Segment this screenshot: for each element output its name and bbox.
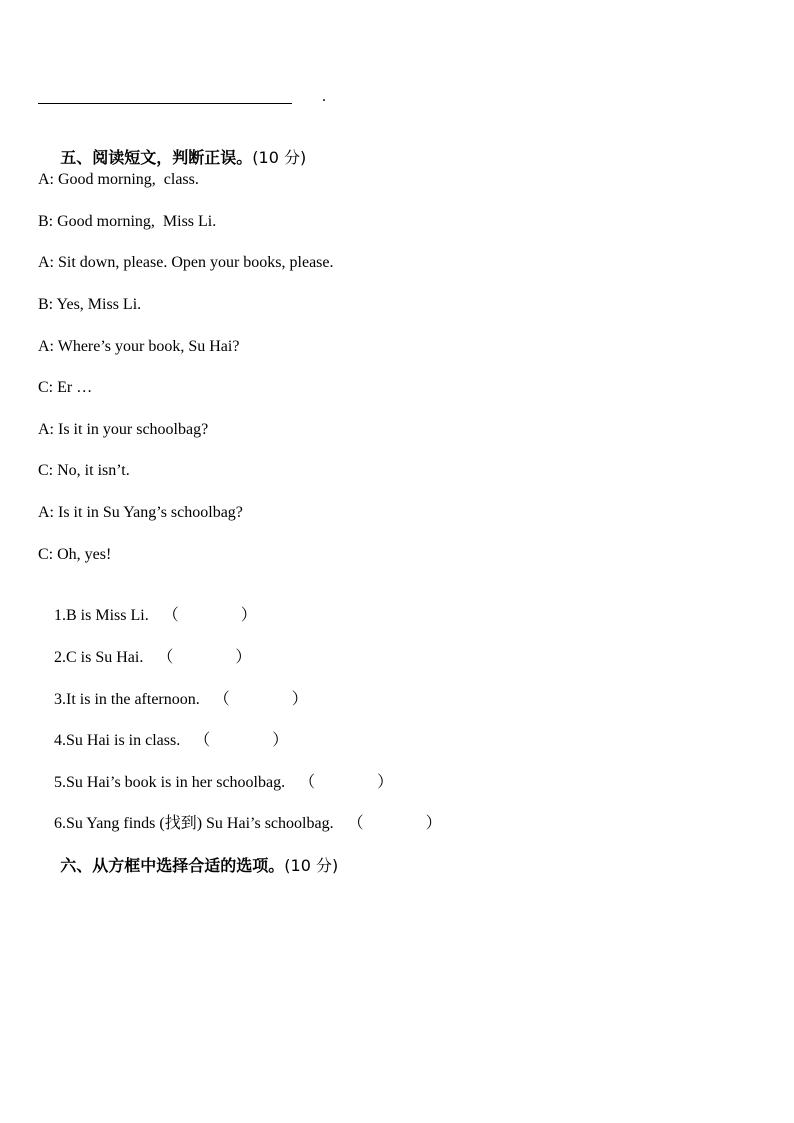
dialogue-line: C: Oh, yes! [38, 546, 112, 563]
section-5-score: (10 分) [252, 148, 307, 167]
dialogue-line: C: Er … [38, 379, 93, 396]
dialogue-line: A: Where’s your book, Su Hai? [38, 338, 240, 355]
answer-close-paren: ） [235, 649, 252, 666]
answer-close-paren: ） [240, 607, 257, 624]
answer-open-paren: （ [194, 732, 211, 749]
answer-open-paren: （ [157, 649, 174, 666]
question-text: 6.Su Yang finds (找到) Su Hai’s schoolbag. [54, 815, 334, 832]
section-6-heading [38, 836, 338, 896]
section-5-title: 五、阅读短文，判断正误。 [60, 148, 253, 167]
section-6-title: 六、从方框中选择合适的选项。 [60, 856, 285, 875]
question-text: 5.Su Hai’s book is in her schoolbag. [54, 774, 286, 791]
dialogue-line: A: Good morning, class. [38, 171, 199, 188]
dialogue-line: C: No, it isn’t. [38, 462, 130, 479]
dialogue-line: B: Yes, Miss Li. [38, 296, 142, 313]
question-text: 2.C is Su Hai. [54, 649, 144, 666]
answer-close-paren: ） [291, 691, 308, 708]
answer-open-paren: （ [162, 607, 179, 624]
answer-period: . [322, 88, 326, 105]
question-text: 3.It is in the afternoon. [54, 691, 200, 708]
answer-close-paren: ） [425, 815, 442, 832]
answer-close-paren: ） [272, 732, 289, 749]
answer-blank [38, 86, 326, 106]
dialogue-line: A: Sit down, please. Open your books, please. [38, 254, 334, 271]
answer-underline [38, 103, 292, 104]
dialogue-line: B: Good morning, Miss Li. [38, 213, 217, 230]
question-text: 4.Su Hai is in class. [54, 732, 181, 749]
answer-close-paren: ） [377, 774, 394, 791]
dialogue-line: A: Is it in your schoolbag? [38, 421, 209, 438]
section-6-score: (10 分) [284, 856, 339, 875]
answer-open-paren: （ [347, 815, 364, 832]
answer-open-paren: （ [299, 774, 316, 791]
answer-open-paren: （ [213, 691, 230, 708]
dialogue-line: A: Is it in Su Yang’s schoolbag? [38, 504, 243, 521]
question-text: 1.B is Miss Li. [54, 607, 149, 624]
